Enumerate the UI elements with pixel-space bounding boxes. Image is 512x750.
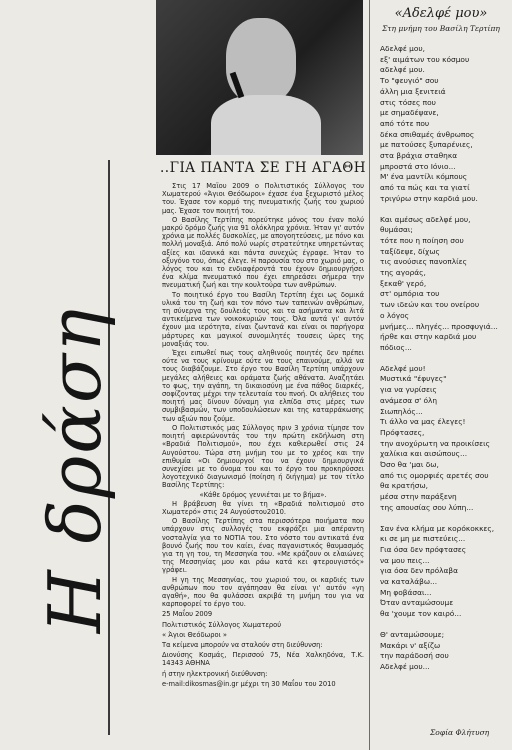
- poem-line: Αδελφέ μου!: [380, 363, 426, 373]
- poem-line: την ανοχύρωτη να προικίσεις: [380, 438, 490, 448]
- poem-line: να μου πεις...: [380, 555, 430, 565]
- poem-line: Και αμέσως αδελφέ μου,: [380, 214, 471, 224]
- poem-stanza: [380, 630, 504, 673]
- article-date: 25 Μαΐου 2009: [162, 610, 213, 619]
- poem-line: τις ανούσιες πανοπλίες: [380, 257, 467, 267]
- poem-line: Για όσα δεν πρόφτασες: [380, 544, 467, 554]
- poem-stanza: [380, 44, 504, 205]
- poem-line: άλλη μια ξενιτειά: [380, 86, 446, 96]
- poem-stanza: [380, 215, 504, 354]
- article-paragraph: Ο Βασίλης Τερτίπης στα περισσότερα ποιήματα που υπάρχουν στις συλλογές του εκφράζει μια απέραντη νοσταλγία για το ΝΟΤΙΑ του. Στο νόστο του αντικατά ένα βουνό ζωής που τον καίει, ένας παγανιστικός θαυμασμός για τη γη του, τη Μεσσηνία του. «Με κράζουν οι ελαιώνες της Μεσσηνίας μου και ράω κατά κει φτερουγιστός» γράφει.: [162, 517, 364, 575]
- poem-line: στ' ομπόρια του: [380, 289, 440, 299]
- poem-line: της απουσίας σου λύπη...: [380, 502, 474, 512]
- poet-body: [211, 95, 321, 155]
- poem-line: δέκα σπιθαμές άνθρωπος: [380, 129, 475, 139]
- poem-line: στις τόσες που: [380, 97, 436, 107]
- poem-line: θα 'χουμε τον καιρό...: [380, 609, 462, 619]
- signature-name: « Άγιοι Θεόδωροι »: [162, 630, 228, 639]
- poem-line: Τι άλλο να μας έλεγες!: [380, 417, 466, 427]
- article-paragraph: Το ποιητικό έργο του Βασίλη Τερτίπη έχει ως δομικά υλικά του τη ζωή και τον πόνο των ταπεινών ανθρώπων, τη σύνεργα της δουλειάς τους και τα ασήμαντα και λιτά αντικείμενα των νοικοκυριών τους. Όλα αυτά γι' αυτόν έχουν μια ιερότητα, είναι ζωντανά και είναι οι παρήγορα μάρτυρες και μαγικοί συνομιλητές τουσεις ώρες της μοναξιάς του.: [162, 290, 364, 348]
- contact-intro: Τα κείμενα μπορούν να σταλούν στη διεύθυνση:: [162, 640, 323, 649]
- article-paragraph: Η βράβευση θα γίνει τη «Βραδιά πολιτισμού στο Χωματερό» στις 24 Αυγούστου2010.: [162, 499, 364, 516]
- article-paragraph: Στις 17 Μαΐου 2009 ο Πολιτιστικός Σύλλογος του Χωματερού «Άγιοι Θεόδωροι» έχασε ένα ξεχωριστό μέλος του. Έχασε τον κορμό της πνευματικής ζωής του χωριού μας. Έχασε τον ποιητή του.: [162, 182, 364, 215]
- contest-title: «Κάθε δρόμος γεννιέται με το βήμα».: [199, 490, 327, 499]
- poem-line: της αγοράς,: [380, 268, 426, 278]
- poem-line: Σαν ένα κλήμα με κορόκοκκες,: [380, 523, 495, 533]
- poem-line: για να γυρίσεις: [380, 385, 437, 395]
- poem-line: για όσα δεν πρόλαβα: [380, 566, 459, 576]
- poem-line: θα κρατήσω,: [380, 481, 429, 491]
- poem-line: τριγύρω στην καρδιά μου.: [380, 193, 478, 203]
- poem-line: από τα πώς και τα γιατί: [380, 183, 470, 193]
- poem-body: [380, 44, 504, 683]
- poem-line: με πατούσες ξυπαρένιες,: [380, 140, 473, 150]
- email-line: e-mail:dikosmas@in.gr μέχρι τη 30 Μαΐου του 2010: [162, 679, 336, 688]
- poem-line: κι σε μη με πιστεύεις...: [380, 534, 466, 544]
- poem-line: Μακάρι ν' αξίζω: [380, 640, 441, 650]
- poem-subtitle: Στη μνήμη του Βασίλη Τερτίπη: [382, 24, 500, 33]
- poem-line: ξεκαθ' γερό,: [380, 278, 427, 288]
- article-paragraph: Η γη της Μεσσηνίας, του χωριού του, οι καρδιές των ανθρώπων που τον αγάπησαν θα είναι γι' αυτόν «γη αγαθή», που θα φυλάσσει ακριβά τη μνήμη του για να καρποφορεί το έργο του.: [162, 575, 364, 609]
- poem-line: ταξίδεψε, δίχως: [380, 246, 440, 256]
- poem-stanza: [380, 364, 504, 514]
- poem-line: αδελφέ μου.: [380, 65, 425, 75]
- poem-line: των ιδεών και του ονείρου: [380, 300, 480, 310]
- poem-line: Σιωπηλός...: [380, 406, 423, 416]
- poem-author: Σοφία Φλήτυση: [430, 728, 490, 737]
- poem-line: να καταλάβω...: [380, 577, 438, 587]
- left-margin: [0, 0, 150, 750]
- poem-line: ήρθε και στην καρδιά μου: [380, 332, 477, 342]
- email-intro: ή στην ηλεκτρονική διεύθυνση:: [162, 669, 268, 678]
- article-paragraph: Ο Βασίλης Τερτίπης πορεύτηκε μόνος του έναν πολύ μακρύ δρόμο ζωής για 91 ολόκληρα χρόνια. Ήταν γι' αυτόν χρόνια με πολλές δυσκολίες, με απογοητεύσεις, με πόνο και πολλή μοναξιά. Από πολύ νωρίς στρατεύτηκε υπηρετώντας αξίες και ιδανικά και πάντα συνεχώς έγραφε. Ήταν το οξυγόνο του, όπως έλεγε. Η παρουσία του στο χωριό μας, ο λόγος του και το ενδιαφέροντά του έχουν δημιουργήσει ένα κλίμα πνευματικό που έχει επηρεάσει σήμερα την πνευματική ζωή και την κουλτούρα των ανθρώπων.: [162, 215, 364, 290]
- poet-photo: [156, 0, 363, 155]
- article-paragraph: Ο Πολιτιστικός μας Σύλλογος πριν 3 χρόνια τίμησε τον ποιητή αφιερώνοντάς του την πρώτη εκδήλωση στη «Βραδιά Πολιτισμού», που έχει καθιερωθεί στις 24 Αυγούστου. Τώρα στη μνήμη του με το χρέος και την επιθυμία «Οι δημιουργοί του να έχουν δημιουργικά συνεχίσει με το όνομα του και το έργο του προκηρύσσει λογοτεχνικό διαγωνισμό (ποίηση ή διήγημα) με τον τίτλο Βασίλης Τερτίπης:: [162, 423, 364, 490]
- poem-line: μέσα στην παράξενη: [380, 492, 457, 502]
- poem-line: από τότε που: [380, 118, 430, 128]
- poem-line: χαλίκια και αισώπους...: [380, 449, 468, 459]
- poem-line: Αδελφέ μου...: [380, 661, 430, 671]
- poem-line: μνήμες... πληγές... προσφυγιά...: [380, 321, 498, 331]
- poem-line: εξ' αιμάτων του κόσμου: [380, 54, 470, 64]
- poem-line: Θ' ανταμώσουμε;: [380, 629, 445, 639]
- poem-line: Μυστικά "έφυγες": [380, 374, 447, 384]
- poem-line: στα βράχια σταθηκα: [380, 151, 458, 161]
- poem-line: θυμάσαι;: [380, 225, 413, 235]
- contact-address: Διονύσης Κοσμάς, Περισσού 75, Νέα Χαλκηδόνα, Τ.Κ. 14343 ΑΘΗΝΑ: [162, 651, 364, 668]
- poem-line: μπροστά στο Ιόνιο...: [380, 161, 456, 171]
- poem-line: με σημαδέψανε,: [380, 108, 439, 118]
- article-headline: ..ΓΙΑ ΠΑΝΤΑ ΣΕ ΓΗ ΑΓΑΘΗ: [160, 160, 367, 176]
- article-body: [162, 182, 364, 742]
- signature-org: Πολιτιστικός Σύλλογος Χωματερού: [162, 620, 282, 629]
- poem-title: «Αδελφέ μου»: [394, 6, 488, 21]
- poem-line: Μη φοβάσαι...: [380, 587, 432, 597]
- poem-line: ο λόγος: [380, 310, 409, 320]
- poem-line: Πρόφτασες,: [380, 427, 425, 437]
- poem-line: Το "φευγιό" σου: [380, 76, 439, 86]
- poem-line: Όσο θα 'μαι δω,: [380, 460, 439, 470]
- poem-line: Όταν ανταμώσουμε: [380, 598, 454, 608]
- article-paragraph: Έχει ειπωθεί πως τους αληθινούς ποιητές δεν πρέπει ούτε να τους κρίνουμε ούτε να τους επαινούμε, αλλά να τους διαβάζουμε. Στο έργο του Βασίλη Τερτίπη υπάρχουν μεγάλες αλήθειες και οράματα ζωής αθάνατα. Αναζητάει το φως, την αγάπη, τη δικαιοσύνη με ένα πάθος διαρκές, σοφίζοντας μέχρι την τελευταία του πνοή. Οι αλήθειες του ποιητή μας δίνουν δύναμη για ελπίδα στις μέρες των συμβιβασμών, των υποδουλώσεων και της καταρράκωσης των αξιών που ζούμε.: [162, 349, 364, 423]
- poem-line: πόδιος...: [380, 342, 412, 352]
- poem-line: από τις ομορφιές αρετές σου: [380, 470, 489, 480]
- poem-line: Μ' ένα μαντίλι κόμπους: [380, 172, 468, 182]
- poem-line: Αδελφέ μου,: [380, 44, 426, 53]
- poem-line: τότε που η ποίηση σου: [380, 235, 464, 245]
- column-divider: [369, 0, 370, 750]
- poem-line: την παράδοσή σου: [380, 651, 449, 661]
- poem-line: ανάμεσα σ' όλη: [380, 395, 438, 405]
- poem-stanza: [380, 524, 504, 620]
- section-title-vertical: Η δράση: [33, 306, 117, 634]
